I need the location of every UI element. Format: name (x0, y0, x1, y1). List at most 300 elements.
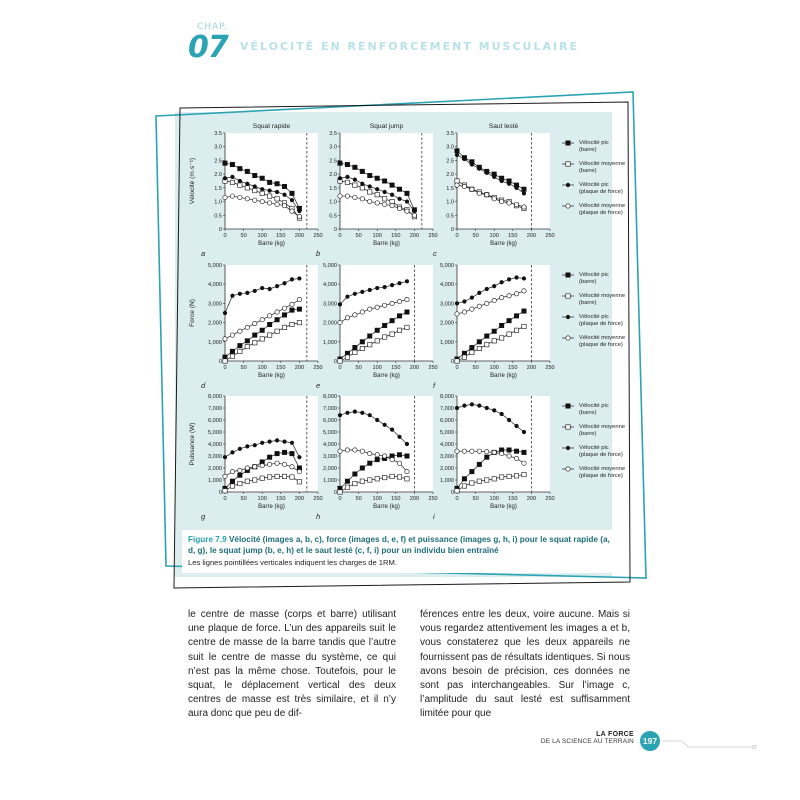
data-point (290, 198, 294, 202)
y-tick-label: 4,000 (323, 282, 337, 289)
y-tick-label: 2.0 (329, 172, 337, 179)
data-point (477, 479, 481, 483)
legend-label: Vélocité pic (579, 272, 609, 278)
data-point (223, 474, 227, 478)
y-tick-label: 5,000 (323, 430, 337, 436)
data-point (455, 183, 459, 187)
x-tick-label: 0 (338, 496, 342, 502)
data-point (353, 313, 357, 317)
data-point (382, 323, 386, 327)
data-point (507, 332, 511, 336)
data-point (470, 307, 474, 311)
data-point (485, 301, 489, 305)
data-point (375, 201, 379, 205)
legend-marker (566, 446, 570, 450)
x-tick-label: 200 (294, 496, 305, 502)
data-point (268, 189, 272, 193)
data-point (360, 197, 364, 201)
data-point (238, 329, 242, 333)
data-point (260, 191, 264, 195)
data-point (499, 323, 503, 327)
legend-label: Vélocité moyenne (579, 335, 626, 341)
data-point (405, 442, 409, 446)
data-point (283, 440, 287, 444)
legend-label: (barre) (579, 168, 597, 174)
legend-label: (barre) (579, 147, 597, 153)
data-point (245, 325, 249, 329)
y-tick-label: 3,000 (323, 454, 337, 460)
data-point (238, 183, 242, 187)
data-point (230, 484, 234, 488)
data-point (499, 336, 503, 340)
y-tick-label: 3,000 (208, 454, 222, 460)
data-point (455, 312, 459, 316)
data-point (353, 183, 357, 187)
x-tick-label: 0 (455, 496, 459, 502)
data-point (245, 186, 249, 190)
data-point (492, 409, 496, 413)
x-tick-label: 0 (223, 365, 227, 371)
data-point (478, 291, 482, 295)
data-point (499, 199, 503, 203)
y-tick-label: 3,000 (208, 301, 222, 308)
data-point (230, 333, 234, 337)
data-point (282, 325, 286, 329)
data-point (368, 478, 372, 482)
data-point (253, 341, 257, 345)
y-tick-label: 5,000 (323, 263, 337, 269)
data-point (246, 182, 250, 186)
data-point (223, 161, 227, 165)
y-tick-label: 0 (218, 227, 222, 233)
x-tick-label: 150 (508, 233, 518, 239)
data-point (353, 195, 357, 199)
data-point (382, 197, 386, 201)
data-point (368, 190, 372, 194)
data-point (223, 311, 227, 315)
y-tick-label: 5,000 (440, 430, 454, 436)
panel-letter: g (201, 512, 206, 521)
data-point (485, 287, 489, 291)
y-tick-label: 2,000 (323, 466, 337, 472)
x-tick-label: 250 (545, 365, 555, 371)
data-point (368, 451, 372, 455)
data-point (260, 337, 264, 341)
data-point (382, 335, 386, 339)
y-tick-label: 3.0 (214, 144, 222, 151)
y-tick-label: 3,000 (440, 301, 454, 308)
chart-panel-c (433, 123, 625, 258)
data-point (375, 339, 379, 343)
data-point (353, 350, 357, 354)
data-point (462, 310, 466, 314)
legend-label: Vélocité pic (579, 403, 609, 409)
data-point (353, 178, 357, 182)
y-tick-label: 0 (450, 227, 454, 233)
data-point (507, 454, 511, 458)
data-point (382, 303, 386, 307)
data-point (360, 186, 364, 190)
data-point (275, 461, 279, 465)
data-point (485, 334, 489, 338)
y-tick-label: 4,000 (208, 282, 222, 289)
data-point (514, 292, 518, 296)
y-tick-label: 0 (218, 490, 222, 496)
data-point (353, 292, 357, 296)
data-point (398, 281, 402, 285)
data-point (353, 472, 357, 476)
y-tick-label: 6,000 (208, 418, 222, 424)
data-point (412, 213, 416, 217)
data-point (338, 161, 342, 165)
data-point (492, 477, 496, 481)
data-point (462, 449, 466, 453)
data-point (522, 472, 526, 476)
y-tick-label: 3.0 (329, 144, 337, 151)
legend-label: (barre) (579, 300, 597, 306)
data-point (297, 320, 301, 324)
x-tick-label: 200 (409, 496, 420, 502)
legend-marker (566, 425, 570, 429)
data-point (515, 276, 519, 280)
data-point (499, 295, 503, 299)
data-point (368, 199, 372, 203)
data-point (267, 475, 271, 479)
data-point (245, 479, 249, 483)
x-tick-label: 150 (391, 233, 401, 239)
data-point (231, 175, 235, 179)
data-point (390, 183, 394, 187)
data-point (375, 286, 379, 290)
data-point (463, 404, 467, 408)
data-point (230, 349, 234, 353)
data-point (463, 157, 467, 161)
data-point (260, 286, 264, 290)
data-point (275, 474, 279, 478)
legend-label: Vélocité pic (579, 445, 609, 451)
y-tick-label: 2,000 (440, 466, 454, 472)
data-point (267, 194, 271, 198)
x-tick-label: 50 (355, 365, 362, 371)
data-point (253, 478, 257, 482)
data-point (522, 309, 526, 313)
data-point (492, 298, 496, 302)
legend-label: Vélocité pic (579, 314, 609, 320)
panel-letter: a (201, 249, 206, 258)
data-point (238, 481, 242, 485)
data-point (515, 424, 519, 428)
data-point (298, 277, 302, 281)
data-point (390, 457, 394, 461)
data-point (338, 449, 342, 453)
x-tick-label: 200 (526, 365, 537, 371)
data-point (267, 462, 271, 466)
legend-label: Vélocité moyenne (579, 424, 626, 430)
data-point (492, 197, 496, 201)
data-point (360, 479, 364, 483)
panel-letter: c (433, 249, 437, 258)
x-axis-label: Barre (kg) (373, 241, 400, 247)
data-point (253, 198, 257, 202)
data-point (368, 334, 372, 338)
legend-label: (plaque de force) (579, 342, 623, 348)
data-point (413, 209, 417, 213)
data-point (275, 318, 279, 322)
data-point (507, 448, 511, 452)
data-point (230, 469, 234, 473)
data-point (282, 184, 286, 188)
data-point (470, 345, 474, 349)
data-point (338, 176, 342, 180)
x-tick-label: 100 (257, 365, 267, 371)
x-tick-label: 50 (240, 233, 247, 239)
data-point (462, 484, 466, 488)
x-axis-label: Barre (kg) (258, 373, 285, 379)
x-tick-label: 100 (489, 496, 499, 502)
data-point (507, 474, 511, 478)
x-tick-label: 150 (276, 365, 286, 371)
y-tick-label: 1,000 (208, 339, 222, 346)
y-tick-label: 0 (218, 359, 222, 365)
data-point (346, 175, 350, 179)
data-point (275, 190, 279, 194)
data-point (245, 339, 249, 343)
panel-letter: h (316, 512, 321, 521)
data-point (500, 412, 504, 416)
data-point (338, 490, 342, 494)
data-point (238, 473, 242, 477)
legend-label: Vélocité moyenne (579, 161, 626, 167)
data-point (477, 191, 481, 195)
caption-title (188, 534, 616, 556)
footer-brand (540, 731, 634, 745)
chart-panel-e (316, 263, 438, 390)
legend-marker (566, 141, 570, 145)
data-point (375, 457, 379, 461)
y-tick-label: 2.5 (446, 158, 454, 165)
x-tick-label: 0 (223, 496, 227, 502)
legend-label: Vélocité pic (579, 182, 609, 188)
y-tick-label: 6,000 (323, 418, 337, 424)
data-point (253, 185, 257, 189)
data-point (345, 316, 349, 320)
data-point (397, 187, 401, 191)
data-point (275, 197, 279, 201)
data-point (455, 153, 459, 157)
legend-marker (566, 336, 570, 340)
data-point (485, 406, 489, 410)
y-tick-label: 8,000 (208, 394, 222, 400)
data-point (397, 461, 401, 465)
data-point (297, 469, 301, 473)
legend-marker (566, 404, 570, 408)
data-point (361, 411, 365, 415)
x-tick-label: 250 (428, 233, 438, 239)
data-point (338, 359, 342, 363)
caption-label: Figure 7.9 (188, 535, 227, 544)
data-point (470, 350, 474, 354)
data-point (463, 300, 467, 304)
data-point (405, 454, 409, 458)
data-point (522, 461, 526, 465)
x-tick-label: 100 (257, 233, 267, 239)
panel-letter: i (433, 512, 435, 521)
data-point (455, 359, 459, 363)
data-point (282, 313, 286, 317)
x-tick-label: 0 (455, 233, 459, 239)
data-point (283, 281, 287, 285)
y-tick-label: 1.0 (446, 199, 454, 206)
data-point (223, 195, 227, 199)
data-point (375, 305, 379, 309)
y-tick-label: 0.5 (329, 213, 337, 220)
data-point (360, 346, 364, 350)
x-tick-label: 100 (489, 233, 499, 239)
data-point (383, 285, 387, 289)
data-point (282, 474, 286, 478)
y-tick-label: 3.0 (446, 144, 454, 151)
data-point (290, 302, 294, 306)
data-point (260, 199, 264, 203)
data-point (297, 297, 301, 301)
data-point (231, 451, 235, 455)
data-point (500, 280, 504, 284)
data-point (405, 469, 409, 473)
data-point (478, 404, 482, 408)
data-point (267, 201, 271, 205)
data-point (253, 333, 257, 337)
data-point (238, 447, 242, 451)
data-point (297, 307, 301, 311)
y-tick-label: 7,000 (440, 406, 454, 412)
data-point (514, 314, 518, 318)
data-point (390, 332, 394, 336)
data-point (368, 288, 372, 292)
data-point (260, 187, 264, 191)
data-point (275, 310, 279, 314)
data-point (375, 193, 379, 197)
data-point (485, 478, 489, 482)
body-column-left: le centre de masse (corps et barre) utilisant une plaque de force. L’un des appareils suit le centre de masse de la barre tandis que l’autre suit le centre de masse du système, ce qui n’est pas la même chose. Toutefois, pour le squat, le déplacement vertical des deux centres de masse est très similaire, et il n’y aura donc que peu de dif- (188, 609, 396, 720)
y-tick-label: 1,000 (323, 478, 337, 484)
chart-panel-f (433, 263, 625, 390)
data-point (382, 454, 386, 458)
data-point (231, 294, 235, 298)
data-point (397, 299, 401, 303)
data-point (238, 195, 242, 199)
legend-label: Vélocité moyenne (579, 203, 626, 209)
x-axis-label: Barre (kg) (490, 504, 517, 510)
data-point (382, 179, 386, 183)
data-point (455, 179, 459, 183)
data-point (522, 192, 526, 196)
y-tick-label: 0 (333, 359, 337, 365)
data-point (405, 310, 409, 314)
data-point (260, 176, 264, 180)
data-point (297, 480, 301, 484)
x-axis-label: Barre (kg) (258, 241, 285, 247)
legend-marker (566, 273, 570, 277)
chart-title: Saut lesté (488, 123, 519, 130)
legend-label: (plaque de force) (579, 321, 623, 327)
y-tick-label: 5,000 (208, 263, 222, 269)
x-tick-label: 250 (313, 496, 323, 502)
legend-label: (barre) (579, 410, 597, 416)
data-point (353, 410, 357, 414)
x-tick-label: 0 (223, 233, 227, 239)
data-point (405, 477, 409, 481)
data-point (238, 179, 242, 183)
data-point (485, 450, 489, 454)
data-point (405, 209, 409, 213)
data-point (522, 205, 526, 209)
data-point (405, 191, 409, 195)
data-point (405, 280, 409, 284)
x-axis-label: Barre (kg) (490, 373, 517, 379)
data-point (290, 191, 294, 195)
data-point (245, 169, 249, 173)
y-tick-label: 5,000 (208, 430, 222, 436)
data-point (478, 167, 482, 171)
data-point (485, 455, 489, 459)
data-point (345, 485, 349, 489)
data-point (470, 481, 474, 485)
brand-title: LA FORCE (596, 731, 634, 738)
data-point (383, 423, 387, 427)
data-point (522, 430, 526, 434)
data-point (507, 294, 511, 298)
y-tick-label: 2.5 (214, 158, 222, 165)
x-tick-label: 100 (257, 496, 267, 502)
data-point (462, 184, 466, 188)
x-tick-label: 0 (455, 365, 459, 371)
y-tick-label: 2.0 (214, 172, 222, 179)
y-tick-label: 3,000 (323, 301, 337, 308)
data-point (282, 450, 286, 454)
y-tick-label: 3.5 (329, 131, 337, 137)
data-point (353, 345, 357, 349)
x-tick-label: 50 (240, 365, 247, 371)
data-point (253, 465, 257, 469)
data-point (470, 469, 474, 473)
legend-label: (plaque de force) (579, 210, 623, 216)
data-point (275, 439, 279, 443)
data-point (477, 346, 481, 350)
y-tick-label: 3.5 (446, 131, 454, 137)
chart-panel-a (189, 123, 323, 258)
data-point (477, 462, 481, 466)
data-point (246, 291, 250, 295)
data-point (397, 453, 401, 457)
y-tick-label: 3.5 (214, 131, 222, 137)
data-point (238, 343, 242, 347)
data-point (230, 180, 234, 184)
data-point (375, 477, 379, 481)
y-tick-label: 1,000 (440, 339, 454, 346)
data-point (470, 449, 474, 453)
panel-letter: d (201, 381, 206, 390)
data-point (297, 214, 301, 218)
data-point (267, 455, 271, 459)
data-point (275, 329, 279, 333)
data-point (405, 297, 409, 301)
data-point (290, 441, 294, 445)
data-point (268, 440, 272, 444)
data-point (345, 479, 349, 483)
data-point (500, 179, 504, 183)
data-point (499, 451, 503, 455)
data-point (223, 337, 227, 341)
